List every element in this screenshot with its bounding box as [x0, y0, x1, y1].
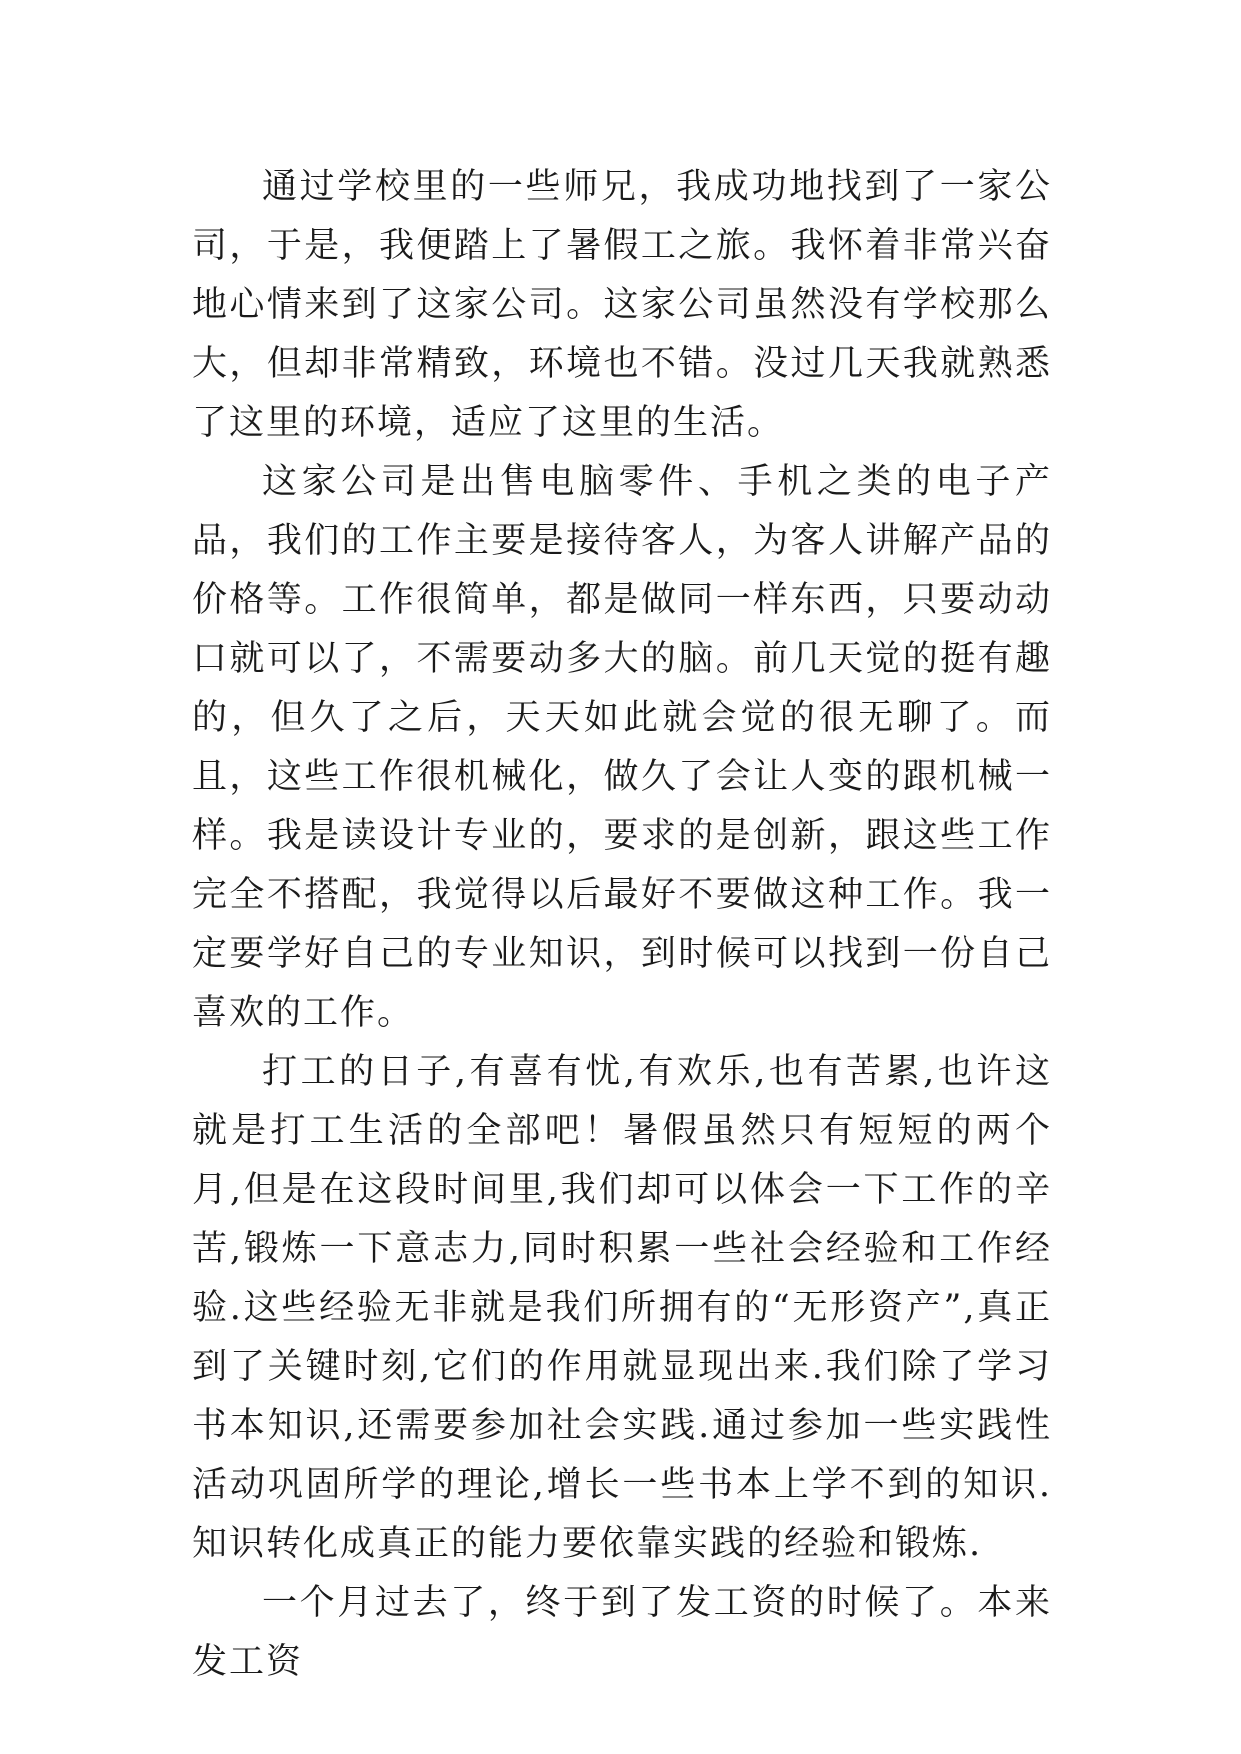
paragraph-1: 通过学校里的一些师兄，我成功地找到了一家公司，于是，我便踏上了暑假工之旅。我怀着非常兴奋地心情来到了这家公司。这家公司虽然没有学校那么大，但却非常精致，环境也不错。没过几天我就熟悉了这里的环境，适应了这里的生活。: [192, 167, 1052, 443]
document-body: [192, 158, 1052, 1692]
paragraph-3: 打工的日子,有喜有忧,有欢乐,也有苦累,也许这就是打工生活的全部吧！暑假虽然只有短短的两个月,但是在这段时间里,我们却可以体会一下工作的辛苦,锻炼一下意志力,同时积累一些社会经验和工作经验.这些经验无非就是我们所拥有的“无形资产”,真正到了关键时刻,它们的作用就显现出来.我们除了学习书本知识,还需要参加社会实践.通过参加一些实践性活动巩固所学的理论,增长一些书本上学不到的知识.知识转化成真正的能力要依靠实践的经验和锻炼.: [192, 1052, 1052, 1564]
paragraph-4: 一个月过去了，终于到了发工资的时候了。本来发工资: [192, 1583, 1052, 1682]
paragraph-2: 这家公司是出售电脑零件、手机之类的电子产品，我们的工作主要是接待客人，为客人讲解产品的价格等。工作很简单，都是做同一样东西，只要动动口就可以了，不需要动多大的脑。前几天觉的挺有趣的，但久了之后，天天如此就会觉的很无聊了。而且，这些工作很机械化，做久了会让人变的跟机械一样。我是读设计专业的，要求的是创新，跟这些工作完全不搭配，我觉得以后最好不要做这种工作。我一定要学好自己的专业知识，到时候可以找到一份自己喜欢的工作。: [192, 462, 1052, 1033]
